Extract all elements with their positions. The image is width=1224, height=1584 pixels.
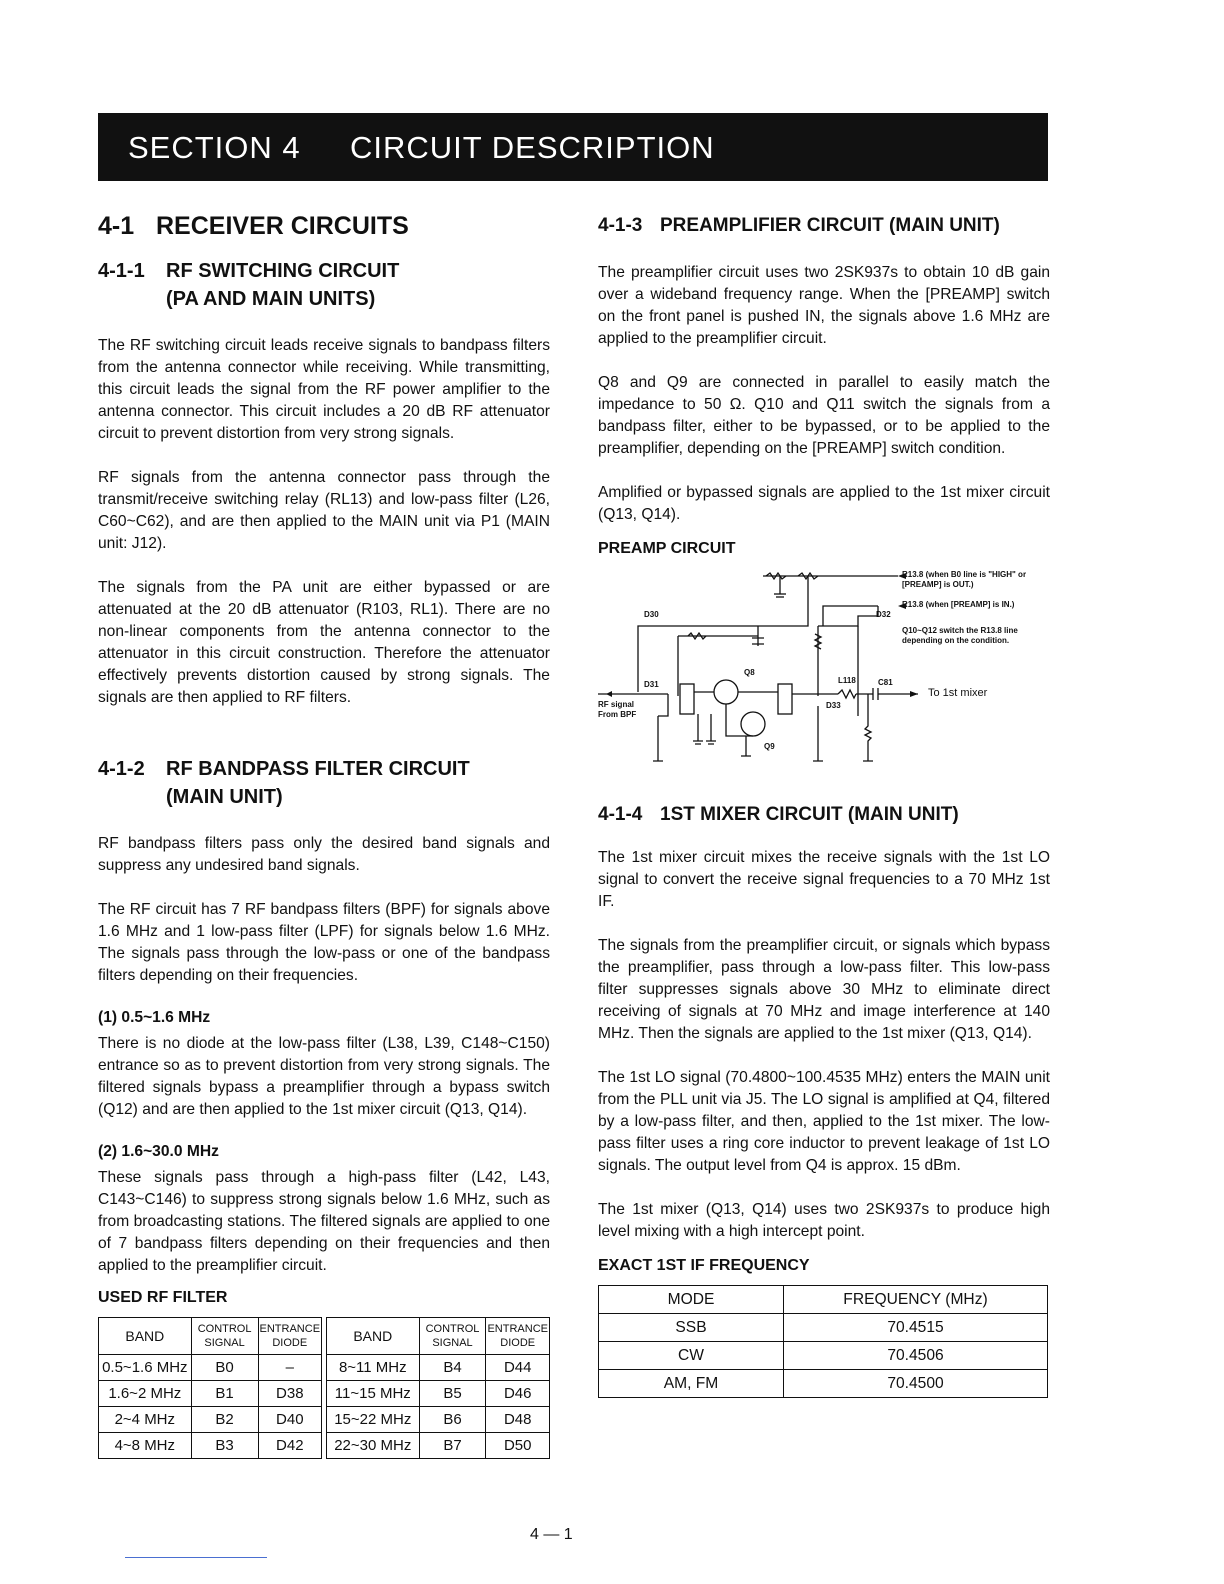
table-row: 4~8 MHz B3 D42 22~30 MHz B7 D50 bbox=[99, 1433, 550, 1459]
header-entrance: ENTRANCE DIODE bbox=[258, 1318, 322, 1355]
paragraph: RF bandpass filters pass only the desired band signals and suppress any undesired band signals. bbox=[98, 835, 550, 874]
header-band: BAND bbox=[327, 1318, 420, 1355]
label-d31: D31 bbox=[644, 680, 659, 689]
right-column bbox=[598, 212, 1050, 1398]
page-number: 4 — 1 bbox=[530, 1526, 573, 1543]
table-row: SSB 70.4515 bbox=[599, 1314, 1048, 1342]
paragraph: The signals from the PA unit are either bypassed or are attenuated at the 20 dB attenuator (R103, RL1). There are no non-linear components from the antenna connector to the attenuator in this circuit construction. Therefore the attenuator effectively prevents distortion caused by strong signals. The signals are then applied to RF filters. bbox=[98, 579, 550, 706]
paragraph: RF signals from the antenna connector pass through the transmit/receive switching relay (RL13) and low-pass filter (L26, C60~C62), and are then applied to the MAIN unit via P1 (MAIN unit: J12). bbox=[98, 469, 550, 552]
label-r138-high: R13.8 (when B0 line is "HIGH" or [PREAMP] is OUT.) bbox=[902, 570, 1027, 589]
rf-filter-table bbox=[98, 1317, 550, 1459]
paragraph: The 1st mixer circuit mixes the receive signals with the 1st LO signal to convert the receive signal frequencies to a 70 MHz 1st IF. bbox=[598, 849, 1050, 910]
paragraph: The preamplifier circuit uses two 2SK937s to obtain 10 dB gain over a wideband frequency range. When the [PREAMP] switch on the front panel is pushed IN, the signals above 1.6 MHz are applied to the preamplifier circuit. bbox=[598, 264, 1050, 347]
table-title: USED RF FILTER bbox=[98, 1289, 228, 1306]
header-band: BAND bbox=[99, 1318, 192, 1355]
table-header-row bbox=[99, 1318, 550, 1355]
label-d33: D33 bbox=[826, 701, 841, 710]
label-q9: Q9 bbox=[764, 742, 775, 751]
label-r138-in: R13.8 (when [PREAMP] is IN.) bbox=[902, 600, 1015, 609]
section-number: SECTION 4 bbox=[128, 130, 301, 165]
label-rf-in: RF signal From BPF bbox=[598, 700, 637, 719]
paragraph: These signals pass through a high-pass filter (L42, L43, C143~C146) to suppress strong signals below 1.6 MHz, such as from broadcasting stations. The filtered signals are applied to one of 7 bandpass filters depending on their frequencies and then applied to the preamplifier circuit. bbox=[98, 1169, 550, 1274]
if-frequency-table bbox=[598, 1285, 1048, 1398]
header-control: CONTROL SIGNAL bbox=[419, 1318, 486, 1355]
heading-4-1-1: 4-1-1 RF SWITCHING CIRCUIT (PA AND MAIN UNITS) bbox=[98, 260, 400, 310]
section-title: CIRCUIT DESCRIPTION bbox=[350, 130, 715, 165]
label-c81: C81 bbox=[878, 678, 893, 687]
header-control: CONTROL SIGNAL bbox=[191, 1318, 258, 1355]
preamp-schematic bbox=[598, 566, 1050, 771]
label-l118: L118 bbox=[838, 676, 856, 685]
section-banner bbox=[98, 113, 1048, 181]
heading-4-1-3: 4-1-3 PREAMPLIFIER CIRCUIT (MAIN UNIT) bbox=[598, 215, 1000, 236]
subheading-1-6-30: (2) 1.6~30.0 MHz bbox=[98, 1143, 219, 1160]
label-q8: Q8 bbox=[744, 668, 755, 677]
preamp-schematic-drawing bbox=[598, 566, 1050, 771]
paragraph: The RF circuit has 7 RF bandpass filters (BPF) for signals above 1.6 MHz and 1 low-pass filter (LPF) for signals below 1.6 MHz. The signals pass through the low-pass or one of the bandpass filters depending on their frequencies. bbox=[98, 901, 550, 984]
label-d32: D32 bbox=[876, 610, 891, 619]
table-header-row: MODE FREQUENCY (MHz) bbox=[599, 1286, 1048, 1314]
paragraph: There is no diode at the low-pass filter (L38, L39, C148~C150) entrance so as to prevent distortion from very strong signals. The filtered signals bypass a preamplifier through a bypass switch (Q12) and are then applied to the 1st mixer circuit (Q13, Q14). bbox=[98, 1035, 550, 1118]
table-row: CW 70.4506 bbox=[599, 1342, 1048, 1370]
table-row: 1.6~2 MHz B1 D38 11~15 MHz B5 D46 bbox=[99, 1381, 550, 1407]
heading-4-1-2: 4-1-2 RF BANDPASS FILTER CIRCUIT (MAIN UNIT) bbox=[98, 758, 470, 808]
label-q10-q12: Q10~Q12 switch the R13.8 line depending on the condition. bbox=[902, 626, 1018, 645]
paragraph: Q8 and Q9 are connected in parallel to easily match the impedance to 50 Ω. Q10 and Q11 switch the signals from a bandpass filter, either to be bypassed, or to be applied to the preamplifier, depending on the [PREAMP] switch condition. bbox=[598, 374, 1050, 457]
label-to-mixer: To 1st mixer bbox=[928, 687, 988, 699]
label-d30: D30 bbox=[644, 610, 659, 619]
table-row: 2~4 MHz B2 D40 15~22 MHz B6 D48 bbox=[99, 1407, 550, 1433]
paragraph: The signals from the preamplifier circuit, or signals which bypass the preamplifier, pass through a low-pass filter. This low-pass filter suppresses signals above 30 MHz to eliminate direct receiving of signals at 70 MHz and image interference at 140 MHz. Then the signals are applied to the 1st mixer (Q13, Q14). bbox=[598, 937, 1050, 1042]
left-column bbox=[98, 212, 550, 1459]
heading-4-1: 4-1 RECEIVER CIRCUITS bbox=[98, 212, 409, 240]
schematic-title: PREAMP CIRCUIT bbox=[598, 540, 736, 557]
freq-table-title: EXACT 1ST IF FREQUENCY bbox=[598, 1257, 810, 1274]
footer-rule bbox=[125, 1557, 267, 1558]
table-row: 0.5~1.6 MHz B0 – 8~11 MHz B4 D44 bbox=[99, 1355, 550, 1381]
paragraph: The RF switching circuit leads receive signals to bandpass filters from the antenna connector while receiving. While transmitting, this circuit leads the signal from the RF power amplifier to the antenna connector. This circuit includes a 20 dB RF attenuator circuit to prevent distortion from very strong signals. bbox=[98, 337, 550, 442]
paragraph: The 1st mixer (Q13, Q14) uses two 2SK937s to produce high level mixing with a high intercept point. bbox=[598, 1201, 1050, 1240]
subheading-0-5-1-6: (1) 0.5~1.6 MHz bbox=[98, 1009, 211, 1026]
heading-4-1-4: 4-1-4 1ST MIXER CIRCUIT (MAIN UNIT) bbox=[598, 804, 959, 825]
paragraph: The 1st LO signal (70.4800~100.4535 MHz) enters the MAIN unit from the PLL unit via J5. The LO signal is amplified at Q4, filtered by a low-pass filter, and then, applied to the 1st mixer. The low-pass filter uses a ring core inductor to prevent leakage of 1st LO signals. The output level from Q4 is approx. 15 dBm. bbox=[598, 1069, 1050, 1174]
table-row: AM, FM 70.4500 bbox=[599, 1370, 1048, 1398]
paragraph: Amplified or bypassed signals are applied to the 1st mixer circuit (Q13, Q14). bbox=[598, 484, 1050, 523]
header-entrance: ENTRANCE DIODE bbox=[486, 1318, 550, 1355]
